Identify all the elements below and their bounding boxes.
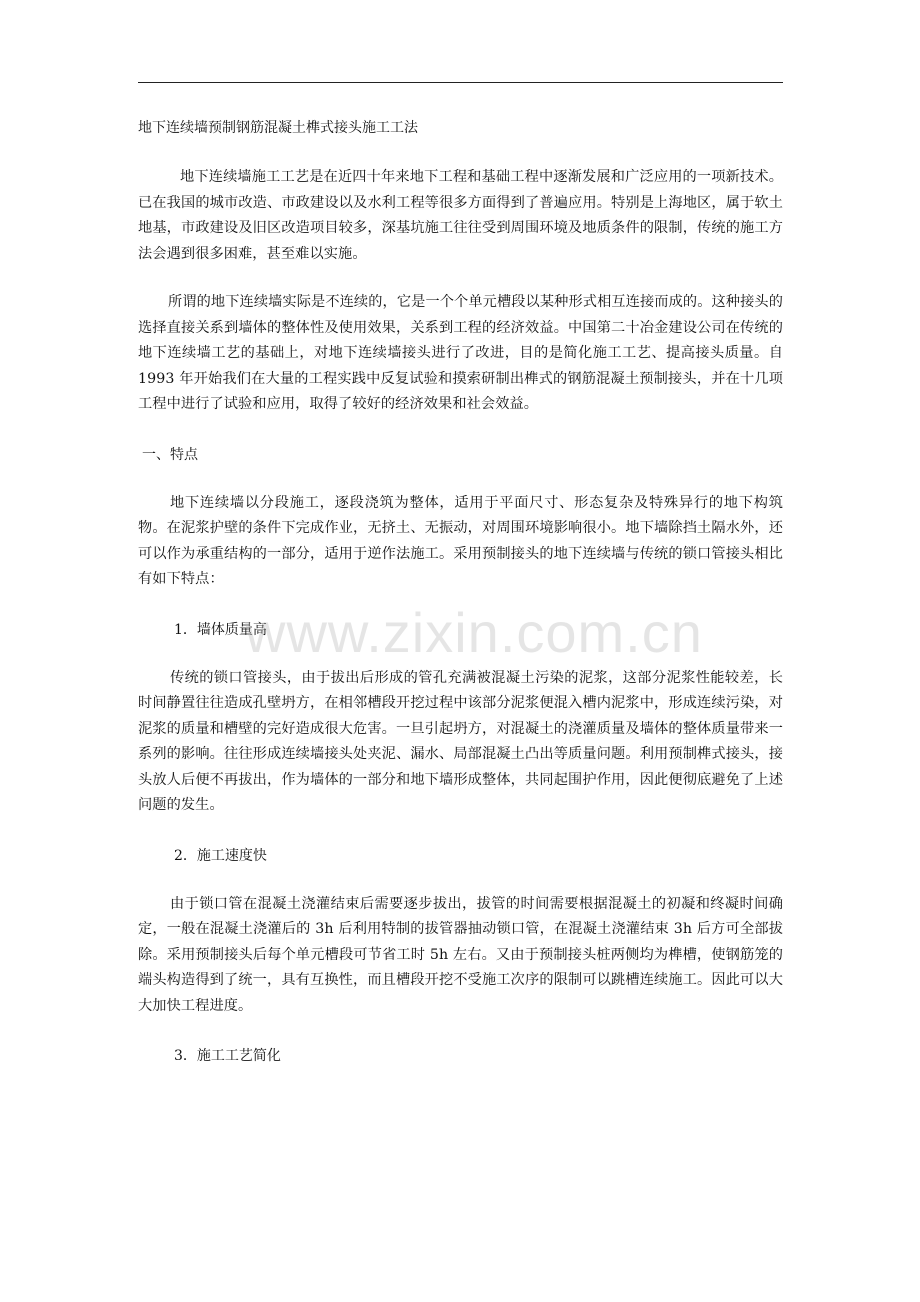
header-rule xyxy=(138,82,783,83)
paragraph-quality: 传统的锁口管接头，由于拔出后形成的管孔充满被混凝土污染的泥浆，这部分泥浆性能较差，长时间静置往往造成孔壁坍方，在相邻槽段开挖过程中该部分泥浆便混入槽内泥浆中，形成连续污染，对泥浆的质量和槽壁的完好造成很大危害。一旦引起坍方，对混凝土的浇灌质量及墙体的整体质量带来一系列的影响。往往形成连续墙接头处夹泥、漏水、局部混凝土凸出等质量问题。利用预制榫式接头，接头放人后便不再拔出，作为墙体的一部分和地下墙形成整体，共同起围护作用，因此便彻底避免了上述问题的发生。 xyxy=(138,669,783,813)
section-heading-features: 一、特点 xyxy=(142,446,198,463)
subsection-heading-speed: 2．施工速度快 xyxy=(174,847,267,864)
subsection-heading-quality: 1．墙体质量高 xyxy=(174,621,267,638)
document-title: 地下连续墙预制钢筋混凝土榫式接头施工工法 xyxy=(138,120,418,136)
paragraph-features: 地下连续墙以分段施工，逐段浇筑为整体，适用于平面尺寸、形态复杂及特殊异行的地下构筑物。在泥浆护壁的条件下完成作业，无挤土、无振动，对周围环境影响很小。地下墙除挡土隔水外，还可以作为承重结构的一部分，适用于逆作法施工。采用预制接头的地下连续墙与传统的锁口管接头相比有如下特点： xyxy=(138,494,783,587)
paragraph-intro: 地下连续墙施工工艺是在近四十年来地下工程和基础工程中逐渐发展和广泛应用的一项新技术。已在我国的城市改造、市政建设以及水利工程等很多方面得到了普遍应用。特别是上海地区，属于软土地基，市政建设及旧区改造项目较多，深基坑施工往往受到周围环境及地质条件的限制，传统的施工方法会遇到很多困难，甚至难以实施。 xyxy=(138,169,783,262)
paragraph-joints: 所谓的地下连续墙实际是不连续的，它是一个个单元槽段以某种形式相互连接而成的。这种接头的选择直接关系到墙体的整体性及使用效果，关系到工程的经济效益。中国第二十冶金建设公司在传统的地下连续墙工艺的基础上，对地下连续墙接头进行了改进，目的是简化施工工艺、提高接头质量。自 1993 年开始我们在大量的工程实践中反复试验和摸索研制出榫式的钢筋混凝土预制接头，并在十几项工程中进行了试验和应用，取得了较好的经济效果和社会效益。 xyxy=(138,294,783,412)
subsection-heading-process: 3．施工工艺简化 xyxy=(174,1048,281,1064)
watermark: www.zixin.com.cn xyxy=(245,601,703,664)
document-body xyxy=(138,106,783,1070)
paragraph-speed: 由于锁口管在混凝土浇灌结束后需要逐步拔出，拔管的时间需要根据混凝土的初凝和终凝时间确定，一般在混凝土浇灌后的 3h 后利用特制的拔管器抽动锁口管，在混凝土浇灌结束 3h 后方可全部拔除。采用预制接头后每个单元槽段可节省工时 5h 左右。又由于预制接头桩两侧均为榫槽，使钢筋笼的端头构造得到了统一，具有互换性，而且槽段开挖不受施工次序的限制可以跳槽连续施工。因此可以大大加快工程进度。 xyxy=(138,895,783,1014)
